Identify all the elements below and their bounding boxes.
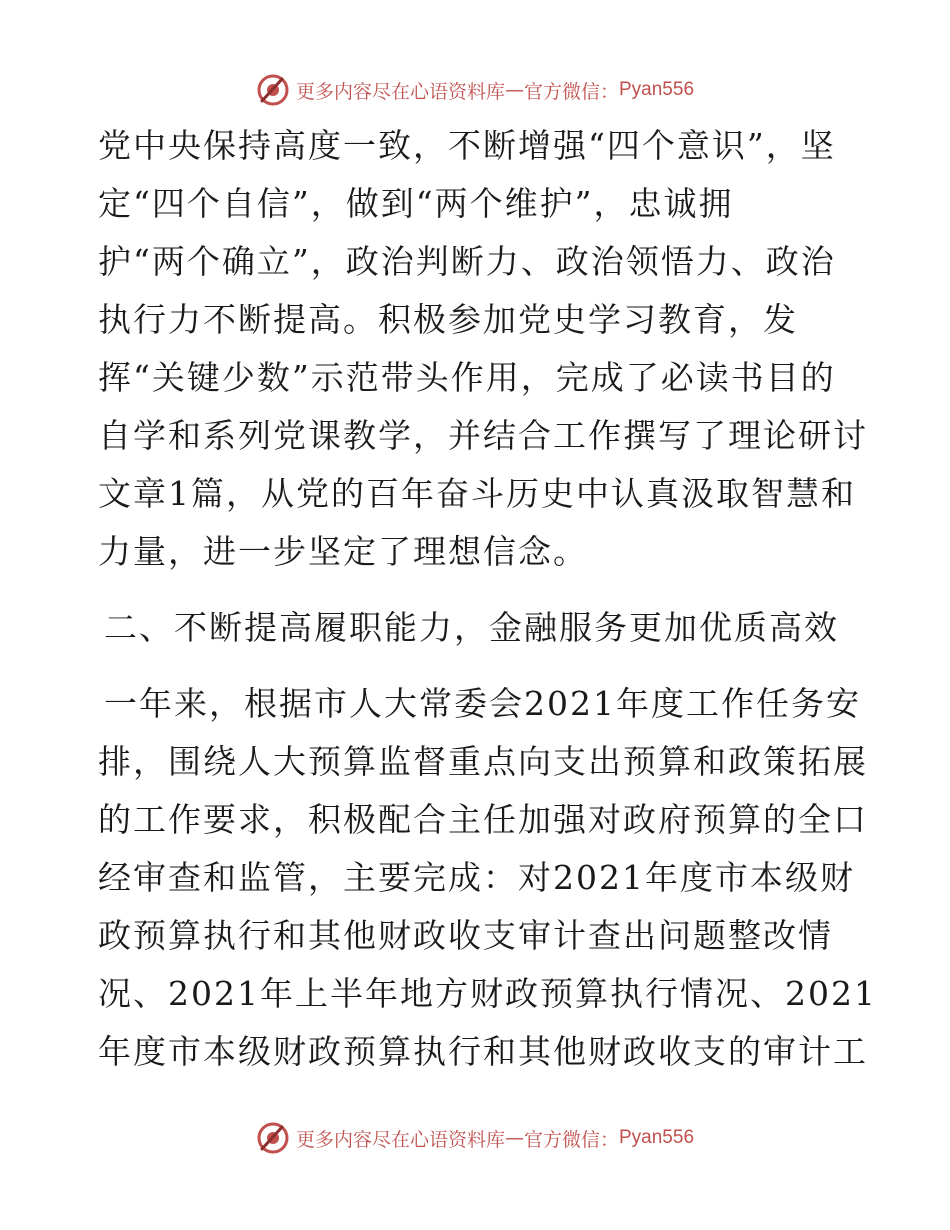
body-line: 党中央保持高度一致，不断增强“四个意识”，坚 [98,126,836,165]
body-line: 自学和系列党课教学，并结合工作撰写了理论研讨 [98,416,868,455]
body-line: 护“两个确立”，政治判断力、政治领悟力、政治 [98,242,836,281]
watermark-wechat-id: Pyan556 [619,1127,695,1148]
body-line: 一年来，根据市人大常委会2021年度工作任务安 [104,684,861,723]
body-line: 经审查和监管，主要完成：对2021年度市本级财 [98,858,855,897]
watermark-suffix-cn: 官方微信： [523,1128,619,1151]
header-watermark [0,70,950,110]
body-line: 力量，进一步坚定了理想信念。 [98,532,588,571]
body-line: 年度市本级财政预算执行和其他财政收支的审计工 [98,1032,868,1071]
body-line: 挥“关键少数”示范带头作用，完成了必读书目的 [98,358,836,397]
body-line: 况、2021年上半年地方财政预算执行情况、2021 [98,974,877,1013]
watermark-separator: — [504,1127,524,1149]
watermark-text: 更多内容尽在心语资料库 [295,80,505,103]
body-line: 执行力不断提高。积极参加党史学习教育，发 [98,300,798,339]
watermark-wechat-id: Pyan556 [619,79,695,100]
watermark-separator: — [504,79,524,101]
section-heading: 二、不断提高履职能力，金融服务更加优质高效 [104,608,839,647]
body-line: 排，围绕人大预算监督重点向支出预算和政策拓展 [98,742,868,781]
body-line: 政预算执行和其他财政收支审计查出问题整改情 [98,916,833,955]
body-line: 定“四个自信”，做到“两个维护”，忠诚拥 [98,184,734,223]
watermark-suffix-cn: 官方微信： [523,80,619,103]
footer-watermark [0,1118,950,1158]
brand-logo-icon [256,1121,290,1155]
watermark-text: 更多内容尽在心语资料库 [295,1128,505,1151]
brand-logo-icon [256,73,290,107]
body-line: 文章1篇，从党的百年奋斗历史中认真汲取智慧和 [98,474,856,513]
body-line: 的工作要求，积极配合主任加强对政府预算的全口 [98,800,868,839]
